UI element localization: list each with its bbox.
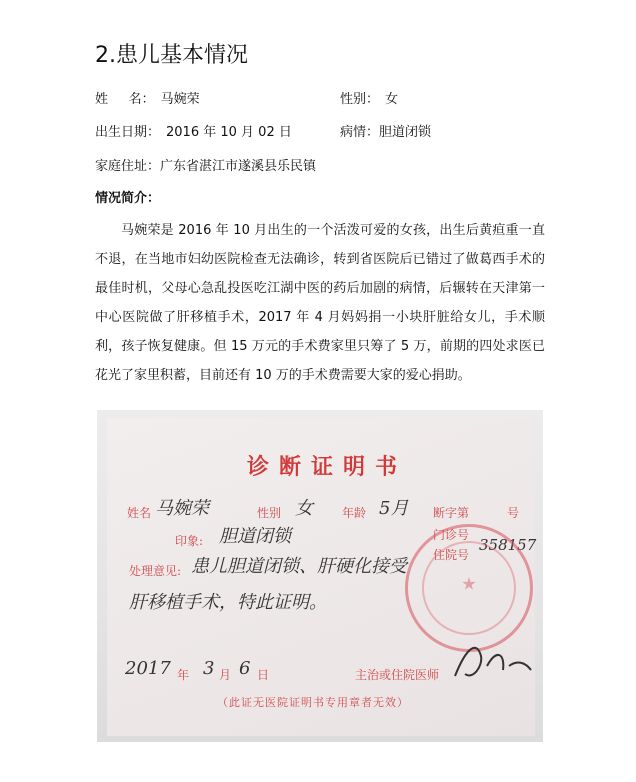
- cert-opinion-line1: 患儿胆道闭锁、肝硬化接受: [191, 556, 407, 577]
- address-label: 家庭住址：: [95, 159, 161, 174]
- address-value: 广东省湛江市遂溪县乐民镇: [160, 159, 317, 174]
- gender-label: 性别：: [340, 92, 380, 107]
- certificate-paper: [107, 418, 535, 736]
- summary-title: 情况简介：: [95, 191, 161, 206]
- cert-age-label: 年龄: [342, 506, 367, 520]
- name-value: 马婉荣: [160, 92, 200, 107]
- cert-year-handwritten: 2017: [125, 658, 171, 679]
- cert-name-handwritten: 马婉荣: [155, 498, 209, 519]
- address-row: [95, 155, 316, 174]
- cert-record-label: 断字第: [433, 506, 470, 520]
- name-row: [95, 88, 200, 107]
- certificate-title: 诊断证明书: [247, 454, 408, 480]
- cert-month-handwritten: 3: [203, 658, 215, 679]
- cert-gender-label: 性别: [257, 506, 282, 520]
- cert-outpatient-label: 门诊号: [433, 528, 470, 542]
- summary-paragraph: 马婉荣是 2016 年 10 月出生的一个活泼可爱的女孩，出生后黄疸重一直不退，在当地市妇幼医院检查无法确诊，转到省医院后已错过了做葛西手术的最佳时机，父母心急乱投医吃江湖中医的药后加剧的病情，后辗转在天津第一中心医院做了肝移植手术，2017 年 4 月妈妈捐一小块肝脏给女儿，手术顺利，孩子恢复健康。但 15 万元的手术费家里只筹了 5 万，前期的四处求医已花光了家里积蓄，目前还有 10 万的手术费需要大家的爱心捐助。: [95, 223, 545, 383]
- dob-value: 2016 年 10 月 02 日: [166, 125, 292, 140]
- cert-gender-handwritten: 女: [295, 498, 313, 519]
- cert-year-label: 年: [177, 668, 190, 682]
- cert-inpatient-label: 住院号: [433, 548, 470, 562]
- cert-doctor-label: 主治或住院医师: [355, 668, 440, 682]
- hospital-stamp: [405, 524, 533, 652]
- name-label: 姓 名：: [95, 92, 155, 107]
- cert-name-label: 姓名: [127, 506, 152, 520]
- cert-diagnosis-handwritten: 胆道闭锁: [219, 526, 291, 547]
- cert-inpatient-handwritten: 358157: [479, 536, 537, 554]
- dob-row: [95, 121, 292, 140]
- certificate-photo: [97, 410, 543, 742]
- doctor-signature: [447, 636, 537, 686]
- cert-opinion-label: 处理意见:: [129, 564, 182, 578]
- cert-age-handwritten: 5月: [379, 498, 409, 519]
- dob-label: 出生日期：: [95, 125, 161, 140]
- cert-day-label: 日: [257, 668, 270, 682]
- cert-day-handwritten: 6: [239, 658, 251, 679]
- gender-row: [340, 88, 398, 107]
- section-heading: 2.患儿基本情况: [95, 43, 248, 68]
- cert-hao-label: 号: [507, 506, 520, 520]
- gender-value: 女: [385, 92, 399, 107]
- illness-row: [340, 121, 431, 140]
- cert-diagnosis-label: 印象:: [175, 534, 204, 548]
- cert-opinion-line2: 肝移植手术，特此证明。: [129, 592, 327, 613]
- illness-value: 胆道闭锁: [379, 125, 432, 140]
- illness-label: 病情：: [340, 125, 380, 140]
- cert-month-label: 月: [219, 668, 232, 682]
- cert-footer: （此证无医院证明书专用章者无效）: [217, 696, 409, 709]
